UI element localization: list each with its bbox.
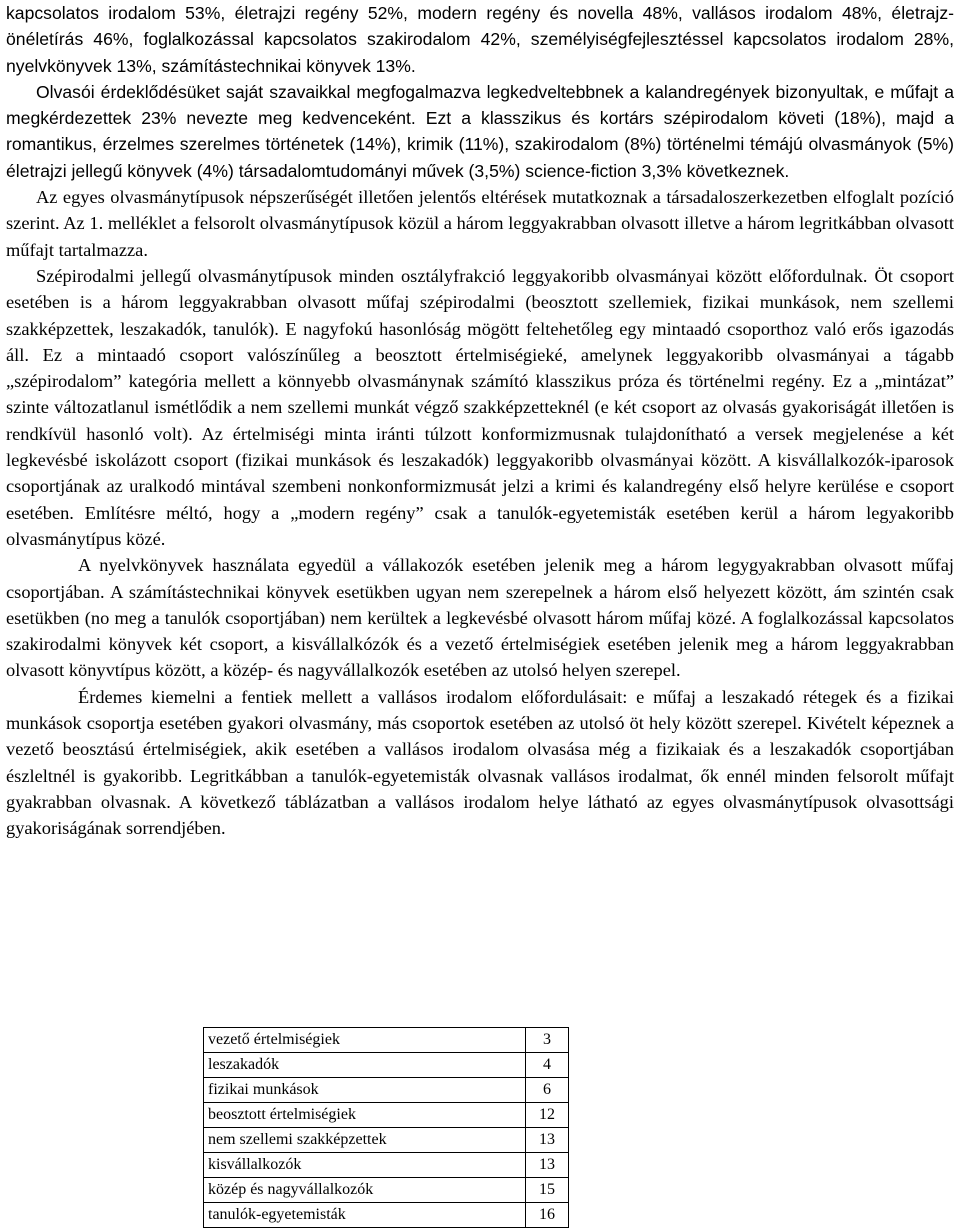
table-row <box>204 1078 569 1103</box>
group-cell: leszakadók <box>204 1053 526 1078</box>
rank-cell: 13 <box>526 1153 569 1178</box>
table-row <box>204 1103 569 1128</box>
paragraph-fiction-patterns: Szépirodalmi jellegű olvasmánytípusok minden osztályfrakció leggyakoribb olvasmányai között előfordulnak. Öt csoport esetében is a három leggyakrabban olvasott műfaj szépirodalmi (beosztott szellemiek, fizikai munkások, nem szellemi szakképzettek, leszakadók, tanulók). E nagyfokú hasonlóság mögött feltehetőleg egy mintaadó csoporthoz való erős igazodás áll. Ez a mintaadó csoport valószínűleg a beosztott értelmiségieké, amelynek leggyakoribb olvasmányai a tágabb „szépirodalom” kategória mellett a könnyebb olvasmánynak számító klasszikus próza és történelmi regény. Ez a „mintázat” szinte változatlanul ismétlődik a nem szellemi munkát végző szakképzetteknél (e két csoport az olvasás gyakoriságát illetően is rendkívül hasonló volt). Az értelmiségi minta iránti túlzott konformizmusnak tulajdonítható a versek megjelenése a két legkevésbé iskolázott csoport (fizikai munkások és leszakadók) leggyakoribb olvasmányai között. A kisvállalkozók-iparosok csoportjának az uralkodó mintával szembeni nonkonformizmusát jelzi a krimi és kalandregény első helyre kerülése e csoport esetében. Említésre méltó, hogy a „modern regény” csak a tanulók-egyetemisták esetében kerül a három legyakoribb olvasmánytípus közé. <box>6 265 954 549</box>
group-cell: tanulók-egyetemisták <box>204 1203 526 1228</box>
rank-cell: 13 <box>526 1128 569 1153</box>
table-row <box>204 1053 569 1078</box>
paragraph-religious-literature: Érdemes kiemelni a fentiek mellett a vallásos irodalom előfordulásait: e műfaj a leszakadó rétegek és a fizikai munkások csoportja esetében gyakori olvasmány, más csoportok esetében az utolsó öt hely között szerepel. Kivételt képeznek a vezető beosztású értelmiségiek, akik esetében a vallásos irodalom olvasása még a fizikaiak és a leszakadók csoportjában észleltnél is gyakoribb. Legritkábban a tanulók-egyetemisták olvasnak vallásos irodalmat, ők ennél minden felsorolt műfajt gyakrabban olvasnak. A következő táblázatban a vallásos irodalom helye látható az egyes olvasmánytípusok olvasottsági gyakoriságának sorrendjében. <box>6 686 954 839</box>
paragraph-social-differences: Az egyes olvasmánytípusok népszerűségét illetően jelentős eltérések mutatkoznak a társadaloszerkezetben elfoglalt pozíció szerint. Az 1. melléklet a felsorolt olvasmánytípusok közül a három leggyakrabban olvasott illetve a három legritkábban olvasott műfajt tartalmazza. <box>6 187 954 260</box>
group-cell: nem szellemi szakképzettek <box>204 1128 526 1153</box>
religious-literature-rank-table <box>203 1027 569 1228</box>
group-cell: fizikai munkások <box>204 1078 526 1103</box>
body-text <box>6 0 954 842</box>
rank-cell: 4 <box>526 1053 569 1078</box>
group-cell: vezető értelmiségiek <box>204 1028 526 1053</box>
rank-cell: 15 <box>526 1178 569 1203</box>
rank-cell: 12 <box>526 1103 569 1128</box>
rank-cell: 3 <box>526 1028 569 1053</box>
paragraph-language-books: A nyelvkönyvek használata egyedül a vállakozók esetében jelenik meg a három legygyakrabban olvasott műfaj csoportjában. A számítástechnikai könyvek esetükben ugyan nem szerepelnek a három első helyezett között, ám szintén csak esetükben (no meg a tanulók csoportjában) nem kerültek a legkevésbé olvasott három műfaj közé. A foglalkozással kapcsolatos szakirodalmi könyvek két csoport, a kisvállalkózók és a vezető értelmiségiek esetében jelenik meg a három leggyakrabban olvasott könyvtípus között, a közép- és nagyvállalkozók esetében az utolsó helyen szerepel. <box>6 555 954 681</box>
rank-cell: 16 <box>526 1203 569 1228</box>
table-row <box>204 1178 569 1203</box>
rank-cell: 6 <box>526 1078 569 1103</box>
table-row <box>204 1128 569 1153</box>
paragraph-reading-percentages: kapcsolatos irodalom 53%, életrajzi regény 52%, modern regény és novella 48%, vallásos irodalom 48%, életrajz-önéletírás 46%, foglalkozással kapcsolatos szakirodalom 42%, személyiségfejlesztéssel kapcsolatos irodalom 28%, nyelvkönyvek 13%, számítástechnikai könyvek 13%. <box>6 3 954 76</box>
paragraph-reader-preferences: Olvasói érdeklődésüket saját szavaikkal megfogalmazva legkedveltebbnek a kalandregények bizonyultak, e műfajt a megkérdezettek 23% nevezte meg kedvenceként. Ezt a klasszikus és kortárs szépirodalom követi (18%), majd a romantikus, érzelmes szerelmes történetek (14%), krimik (11%), szakirodalom (8%) történelmi témájú olvasmányok (5%) életrajzi jellegű könyvek (4%) társadalomtudományi művek (3,5%) science-fiction 3,3% következnek. <box>6 81 954 181</box>
table-row <box>204 1028 569 1053</box>
table-row <box>204 1153 569 1178</box>
group-cell: közép és nagyvállalkozók <box>204 1178 526 1203</box>
group-cell: beosztott értelmiségiek <box>204 1103 526 1128</box>
group-cell: kisvállalkozók <box>204 1153 526 1178</box>
table-row <box>204 1203 569 1228</box>
